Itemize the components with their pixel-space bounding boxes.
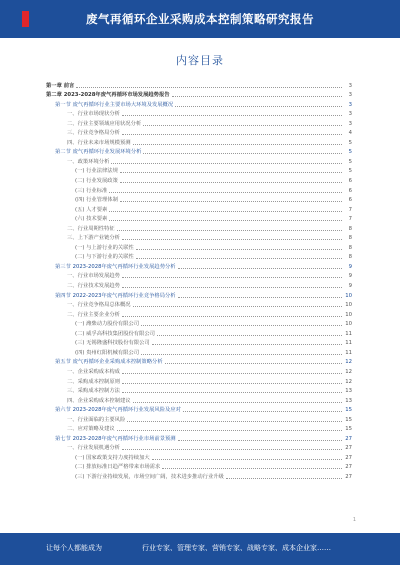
toc-leader-dots xyxy=(109,211,342,212)
footer-tagline: 行业专家、管理专家、营销专家、战略专家、成本企业家…… xyxy=(142,544,331,552)
toc-leader-dots xyxy=(162,468,342,469)
toc-leader-dots xyxy=(143,125,342,126)
toc-leader-dots xyxy=(120,172,342,173)
toc-leader-dots xyxy=(117,230,342,231)
toc-entry-text: 一、行业竞争格局总体概况 xyxy=(67,302,131,309)
toc-entry-page: 7 xyxy=(348,206,352,213)
toc-entry-page: 10 xyxy=(345,302,352,309)
toc-leader-dots xyxy=(157,335,342,336)
toc-entry[interactable] xyxy=(46,99,352,109)
toc-entry[interactable] xyxy=(46,319,352,329)
toc-entry-page: 11 xyxy=(345,349,352,356)
toc-leader-dots xyxy=(120,201,342,202)
toc-leader-dots xyxy=(122,239,342,240)
toc-entry[interactable] xyxy=(46,424,352,434)
toc-entry-page: 11 xyxy=(345,330,352,337)
toc-leader-dots xyxy=(226,478,342,479)
toc-leader-dots xyxy=(178,440,342,441)
toc-entry-text: 二、行业技术发展趋势 xyxy=(67,283,120,290)
toc-entry-text: 第一节 废气再循环行业主要市场大环境及发展概况 xyxy=(55,101,174,108)
toc-entry-text: 二、行业主要领域应用状况分析 xyxy=(67,120,142,127)
toc-entry-page: 5 xyxy=(348,139,352,146)
toc-entry-text: (四) 贵州红阳机械有限公司 xyxy=(75,349,140,356)
toc-entry-text: 二、行业主要企业分析 xyxy=(67,311,120,318)
toc-entry-text: 一、行业市场发展趋势 xyxy=(67,273,120,280)
toc-entry-text: 一、政策环境分析 xyxy=(67,158,110,165)
toc-entry[interactable] xyxy=(46,242,352,252)
toc-entry-text: (三) 行业标准 xyxy=(75,187,108,194)
toc-leader-dots xyxy=(122,277,342,278)
toc-entry-page: 27 xyxy=(345,464,352,471)
toc-leader-dots xyxy=(127,421,342,422)
toc-entry-page: 7 xyxy=(348,216,352,223)
toc-entry[interactable] xyxy=(46,280,352,290)
toc-entry-page: 13 xyxy=(345,388,352,395)
toc-entry-page: 12 xyxy=(345,359,352,366)
toc-entry-text: (一) 潍柴动力股份有限公司 xyxy=(75,321,140,328)
toc-entry-text: (五) 人才要素 xyxy=(75,206,108,213)
toc-entry[interactable] xyxy=(46,204,352,214)
toc-leader-dots xyxy=(136,249,342,250)
toc-leader-dots xyxy=(165,363,342,364)
toc-leader-dots xyxy=(76,87,342,88)
toc-leader-dots xyxy=(172,96,342,97)
toc-entry-page: 8 xyxy=(348,244,352,251)
toc-entry-text: 三、采购成本控制方法 xyxy=(67,388,120,395)
toc-leader-dots xyxy=(178,268,342,269)
toc-entry-page: 12 xyxy=(345,378,352,385)
toc-entry[interactable] xyxy=(46,338,352,348)
toc-entry[interactable] xyxy=(46,462,352,472)
toc-entry-page: 12 xyxy=(345,368,352,375)
toc-entry-text: (二) 威孚高科技集团股份有限公司 xyxy=(75,330,155,337)
toc-entry-page: 8 xyxy=(348,254,352,261)
toc-entry[interactable] xyxy=(46,300,352,310)
toc-entry-page: 27 xyxy=(345,473,352,480)
toc-leader-dots xyxy=(117,430,342,431)
toc-leader-dots xyxy=(122,287,342,288)
toc-entry[interactable] xyxy=(46,357,352,367)
report-footer xyxy=(0,533,400,565)
toc-entry[interactable] xyxy=(46,376,352,386)
toc-leader-dots xyxy=(143,153,342,154)
toc-leader-dots xyxy=(109,192,342,193)
toc-entry-text: 一、企业采购成本构成 xyxy=(67,368,120,375)
toc-leader-dots xyxy=(122,115,342,116)
toc-entry[interactable] xyxy=(46,233,352,243)
toc-entry[interactable] xyxy=(46,261,352,271)
toc-entry-text: (三) 无锡隆盛科技股份有限公司 xyxy=(75,340,150,347)
toc-entry[interactable] xyxy=(46,118,352,128)
toc-leader-dots xyxy=(152,344,342,345)
toc-entry-text: (二) 行业发展政策 xyxy=(75,178,118,185)
toc-entry[interactable] xyxy=(46,214,352,224)
toc-entry-page: 6 xyxy=(348,187,352,194)
report-title: 废气再循环企业采购成本控制策略研究报告 xyxy=(86,12,314,26)
toc-entry[interactable] xyxy=(46,433,352,443)
toc-entry-text: 一、行业发展机遇分析 xyxy=(67,445,120,452)
toc-entry-text: (二) 与下游行业的关联性 xyxy=(75,254,134,261)
toc-entry-page: 27 xyxy=(345,435,352,442)
toc-entry-text: 三、行业竞争格局分析 xyxy=(67,130,120,137)
toc-leader-dots xyxy=(122,449,342,450)
toc-entry-text: 第二章 2023-2028年废气再循环市场发展趋势报告 xyxy=(46,92,170,99)
toc-entry[interactable] xyxy=(46,452,352,462)
toc-entry-page: 10 xyxy=(345,292,352,299)
toc-entry-text: 一、行业面临的主要风险 xyxy=(67,416,126,423)
toc-leader-dots xyxy=(122,392,342,393)
toc-entry-page: 15 xyxy=(345,416,352,423)
toc-entry-text: (四) 行业管理体制 xyxy=(75,197,118,204)
toc-entry[interactable] xyxy=(46,328,352,338)
toc-entry-text: 第五节 废气再循环企业采购成本控制策略分析 xyxy=(55,359,163,366)
toc-entry[interactable] xyxy=(46,147,352,157)
toc-entry[interactable] xyxy=(46,405,352,415)
toc-entry-text: (一) 行业法律法规 xyxy=(75,168,118,175)
toc-entry-page: 15 xyxy=(345,407,352,414)
toc-entry-text: (六) 技术要素 xyxy=(75,216,108,223)
toc-entry-page: 8 xyxy=(348,225,352,232)
toc-entry-page: 9 xyxy=(348,263,352,270)
toc-entry[interactable] xyxy=(46,414,352,424)
toc-entry-page: 5 xyxy=(348,168,352,175)
toc-entry[interactable] xyxy=(46,309,352,319)
footer-slogan: 让每个人都能成为 xyxy=(46,544,102,552)
toc-entry-page: 8 xyxy=(348,235,352,242)
toc-entry[interactable] xyxy=(46,290,352,300)
toc-leader-dots xyxy=(111,163,342,164)
toc-entry-page: 3 xyxy=(348,120,352,127)
toc-entry-text: 第二节 废气再循环行业发展环境分析 xyxy=(55,149,142,156)
toc-entry-text: 第七节 2023-2028年废气再循环行业市场前景预测 xyxy=(55,435,176,442)
toc-leader-dots xyxy=(183,411,342,412)
toc-leader-dots xyxy=(133,402,342,403)
toc-entry-page: 10 xyxy=(345,311,352,318)
report-header xyxy=(0,0,400,38)
toc-entry[interactable] xyxy=(46,90,352,100)
toc-entry-text: 四、行业未来市场规模预测 xyxy=(67,139,131,146)
toc-entry[interactable] xyxy=(46,166,352,176)
toc-leader-dots xyxy=(122,383,342,384)
toc-entry[interactable] xyxy=(46,395,352,405)
toc-leader-dots xyxy=(136,258,342,259)
toc-entry-text: (一) 国家政策支持力度持续加大 xyxy=(75,454,150,461)
toc-leader-dots xyxy=(122,316,342,317)
toc-entry[interactable] xyxy=(46,347,352,357)
toc-leader-dots xyxy=(122,134,342,135)
toc-entry[interactable] xyxy=(46,156,352,166)
toc-entry-page: 5 xyxy=(348,158,352,165)
toc-entry-page: 9 xyxy=(348,283,352,290)
toc-leader-dots xyxy=(122,373,342,374)
toc-entry[interactable] xyxy=(46,366,352,376)
toc-entry-page: 27 xyxy=(345,454,352,461)
toc-entry-page: 3 xyxy=(348,101,352,108)
toc-entry[interactable] xyxy=(46,271,352,281)
toc-leader-dots xyxy=(109,220,342,221)
toc-leader-dots xyxy=(178,297,342,298)
toc-entry-page: 6 xyxy=(348,197,352,204)
toc-leader-dots xyxy=(141,354,342,355)
toc-entry[interactable] xyxy=(46,109,352,119)
toc-entry-page: 5 xyxy=(348,149,352,156)
toc-entry-page: 3 xyxy=(348,111,352,118)
toc-leader-dots xyxy=(133,144,342,145)
toc-entry-page: 27 xyxy=(345,445,352,452)
toc-leader-dots xyxy=(141,325,342,326)
toc-entry[interactable] xyxy=(46,80,352,90)
page-number: 1 xyxy=(352,517,356,523)
toc-entry[interactable] xyxy=(46,223,352,233)
toc-entry-text: 二、采购成本控制原则 xyxy=(67,378,120,385)
toc-entry-text: 第六节 2023-2028年废气再循环行业发展风险及应对 xyxy=(55,407,181,414)
toc-entry-page: 13 xyxy=(345,397,352,404)
toc-entry[interactable] xyxy=(46,137,352,147)
toc-entry-page: 6 xyxy=(348,178,352,185)
toc-heading: 内容目录 xyxy=(176,54,224,67)
toc-entry-page: 4 xyxy=(348,130,352,137)
toc-entry-text: 四、企业采购成本控制建议 xyxy=(67,397,131,404)
toc-leader-dots xyxy=(175,106,342,107)
toc-entry-page: 9 xyxy=(348,273,352,280)
toc-entry-page: 11 xyxy=(345,340,352,347)
table-of-contents xyxy=(46,80,352,481)
toc-entry[interactable] xyxy=(46,386,352,396)
toc-entry-page: 10 xyxy=(345,321,352,328)
toc-entry-text: 第一章 前言 xyxy=(46,82,75,89)
toc-entry-text: (一) 与上游行业的关联性 xyxy=(75,244,134,251)
toc-entry[interactable] xyxy=(46,471,352,481)
toc-entry[interactable] xyxy=(46,252,352,262)
toc-entry[interactable] xyxy=(46,195,352,205)
toc-entry-text: 三、上下游产业链分析 xyxy=(67,235,120,242)
toc-entry-text: 二、应对策略及建议 xyxy=(67,426,115,433)
toc-leader-dots xyxy=(133,306,342,307)
toc-entry[interactable] xyxy=(46,185,352,195)
toc-entry-text: 一、行业市场现状分析 xyxy=(67,111,120,118)
toc-entry[interactable] xyxy=(46,175,352,185)
toc-entry-text: 第三节 2023-2028年废气再循环行业发展趋势分析 xyxy=(55,263,176,270)
toc-entry[interactable] xyxy=(46,443,352,453)
toc-entry-text: 二、行业周期性特征 xyxy=(67,225,115,232)
toc-entry-page: 3 xyxy=(348,92,352,99)
toc-leader-dots xyxy=(120,182,342,183)
toc-entry[interactable] xyxy=(46,128,352,138)
toc-entry-text: 第四节 2022-2023年废气再循环行业竞争格局分析 xyxy=(55,292,176,299)
toc-entry-text: (二) 排放标准日趋严格带来市场需求 xyxy=(75,464,161,471)
toc-leader-dots xyxy=(152,459,342,460)
toc-entry-page: 3 xyxy=(348,82,352,89)
toc-entry-page: 15 xyxy=(345,426,352,433)
toc-entry-text: (三) 下游行业持续发展，市场空间广阔，技术进步推动行业升级 xyxy=(75,473,224,480)
